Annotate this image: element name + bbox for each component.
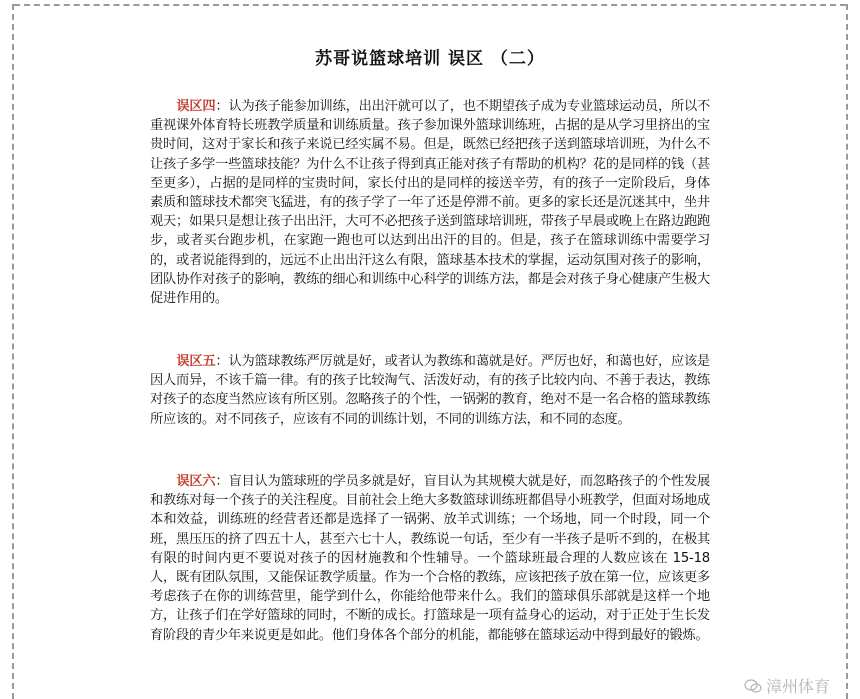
section-mistake-6 — [150, 472, 710, 645]
dashed-border-right — [846, 4, 848, 699]
dashed-border-left — [12, 4, 14, 699]
document-title: 苏哥说篮球培训 误区 （二） — [315, 49, 545, 69]
section-mistake-4 — [150, 97, 710, 308]
section-body: ：盲目认为篮球班的学员多就是好，盲目认为其规模大就是好，而忽略孩子的个性发展和教练对每一个孩子的关注程度。目前社会上绝大多数篮球训练班都倡导小班教学，但面对场地成本和效益，训练班的经营者还都是选择了一锅粥、放羊式训练；一个场地，同一个时段，同一个班，黑压压的挤了四五十人，甚至六七十人，教练说一句话，至少有一半孩子是听不到的，在极其有限的时间内更不要说对孩子的因材施教和个性辅导。一个篮球班最合理的人数应该在 15-18 人，既有团队氛围，又能保证教学质量。作为一个合格的教练，应该把孩子放在第一位，应该更多考虑孩子在你的训练营里，能学到什么，你能给他带来什么。我们的篮球俱乐部就是这样一个地方，让孩子们在学好篮球的同时，不断的成长。打篮球是一项有益身心的运动，对于正处于生长发育阶段的青少年来说更是如此。他们身体各个部分的机能，都能够在篮球运动中得到最好的锻炼。 — [150, 474, 710, 643]
section-label: 误区六 — [176, 474, 216, 489]
section-label: 误区五 — [176, 354, 216, 369]
dashed-border-top — [14, 4, 846, 6]
watermark-text: 漳州体育 — [765, 677, 830, 696]
section-label: 误区四 — [176, 99, 216, 114]
section-mistake-5 — [150, 352, 710, 429]
section-body: ：认为篮球教练严厉就是好，或者认为教练和蔼就是好。严厉也好，和蔼也好，应该是因人而异，不该千篇一律。有的孩子比较淘气、活泼好动，有的孩子比较内向、不善于表达，教练对孩子的态度当然应该有所区别。忽略孩子的个性，一锅粥的教育，绝对不是一名合格的篮球教练所应该的。对不同孩子，应该有不同的训练计划，不同的训练方法，和不同的态度。 — [150, 354, 710, 427]
section-body: ：认为孩子能参加训练，出出汗就可以了，也不期望孩子成为专业篮球运动员，所以不重视课外体育特长班教学质量和训练质量。孩子参加课外篮球训练班，占据的是从学习里挤出的宝贵时间，这对于家长和孩子来说已经实属不易。但是，既然已经把孩子送到篮球培训班，为什么不让孩子多学一些篮球技能？为什么不让孩子得到真正能对孩子有帮助的机构？花的是同样的钱（甚至更多），占据的是同样的宝贵时间，家长付出的是同样的接送辛劳，有的孩子一定阶段后，身体素质和篮球技术都突飞猛进，有的孩子学了一年了还是停滞不前。更多的家长还是沉迷其中，坐井观天；如果只是想让孩子出出汗，大可不必把孩子送到篮球培训班，带孩子早晨或晚上在路边跑跑步，或者买台跑步机，在家跑一跑也可以达到出出汗的目的。但是，孩子在篮球训练中需要学习的，或者说能得到的，远远不止出出汗这么有限，篮球基本技术的掌握，运动氛围对孩子的影响，团队协作对孩子的影响，教练的细心和训练中心科学的训练方法，都是会对孩子身心健康产生极大促进作用的。 — [150, 99, 710, 307]
wechat-icon — [744, 679, 762, 693]
watermark — [744, 674, 830, 697]
